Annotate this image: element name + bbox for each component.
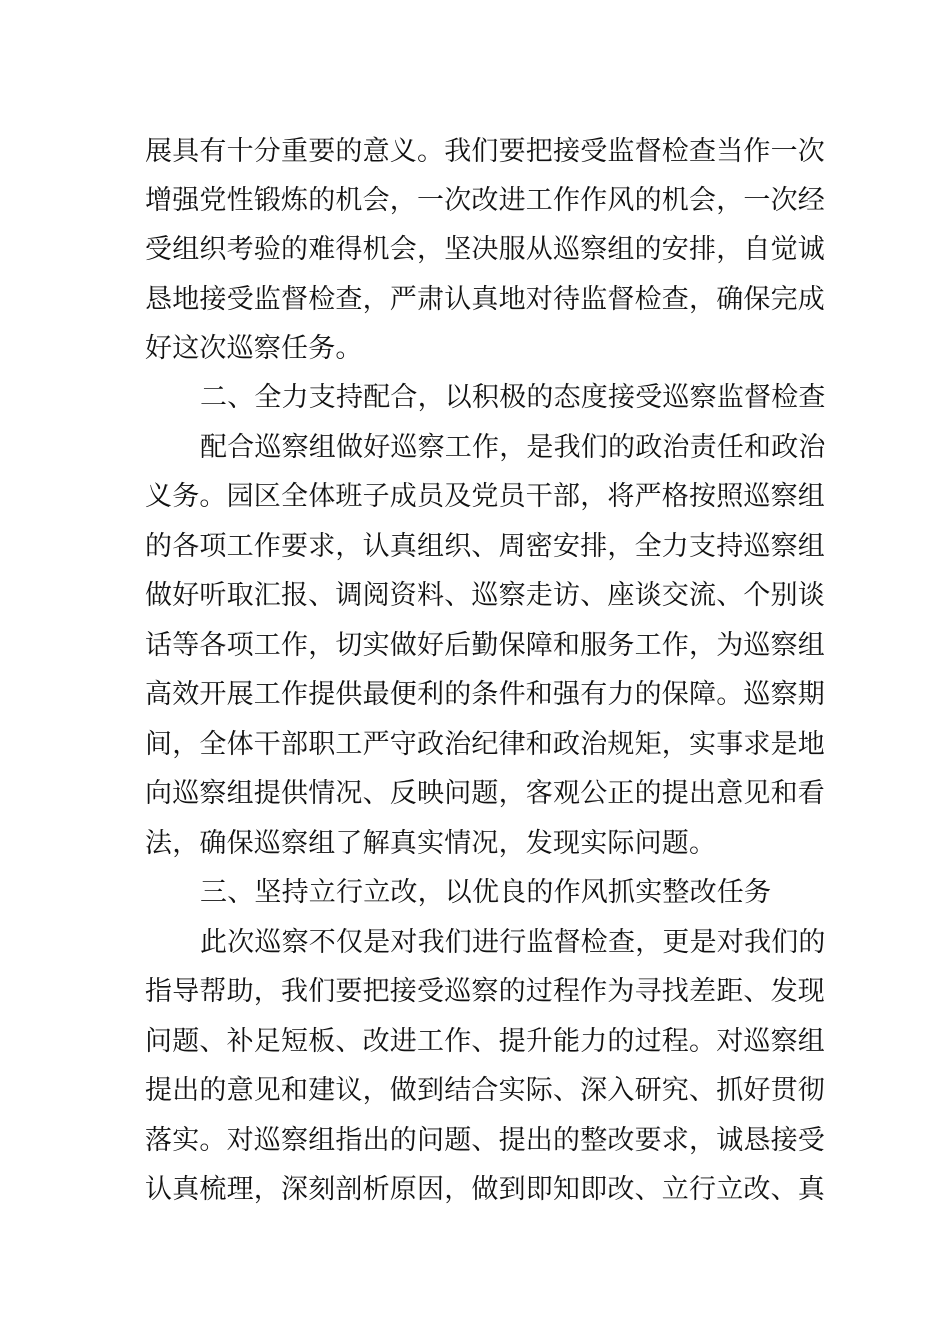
text-line: 展具有十分重要的意义。我们要把接受监督检查当作一次: [145, 136, 825, 167]
text-line: 的各项工作要求，认真组织、周密安排，全力支持巡察组: [145, 531, 825, 562]
text-line: 问题、补足短板、改进工作、提升能力的过程。对巡察组: [145, 1026, 825, 1057]
text-line: 法，确保巡察组了解真实情况，发现实际问题。: [145, 828, 717, 859]
text-line: 恳地接受监督检查，严肃认真地对待监督检查，确保完成: [145, 284, 825, 315]
text-line: 增强党性锻炼的机会，一次改进工作作风的机会，一次经: [145, 185, 825, 216]
paragraph-first-line: 此次巡察不仅是对我们进行监督检查，更是对我们的: [200, 927, 826, 958]
text-line: 指导帮助，我们要把接受巡察的过程作为寻找差距、发现: [145, 976, 825, 1007]
text-line: 做好听取汇报、调阅资料、巡察走访、座谈交流、个别谈: [145, 580, 825, 611]
text-line: 话等各项工作，切实做好后勤保障和服务工作，为巡察组: [145, 630, 825, 661]
text-line: 义务。园区全体班子成员及党员干部，将严格按照巡察组: [145, 481, 825, 512]
text-line: 间，全体干部职工严守政治纪律和政治规矩，实事求是地: [145, 729, 825, 760]
text-line: 高效开展工作提供最便利的条件和强有力的保障。巡察期: [145, 679, 825, 710]
text-line: 提出的意见和建议，做到结合实际、深入研究、抓好贯彻: [145, 1075, 825, 1106]
paragraph-first-line: 配合巡察组做好巡察工作，是我们的政治责任和政治: [200, 432, 826, 463]
text-line: 好这次巡察任务。: [145, 333, 363, 364]
text-line: 认真梳理，深刻剖析原因，做到即知即改、立行立改、真: [145, 1174, 825, 1205]
text-line: 向巡察组提供情况、反映问题，客观公正的提出意见和看: [145, 778, 825, 809]
text-line: 受组织考验的难得机会，坚决服从巡察组的安排，自觉诚: [145, 234, 825, 265]
section-heading: 三、坚持立行立改，以优良的作风抓实整改任务: [200, 877, 772, 908]
section-heading: 二、全力支持配合，以积极的态度接受巡察监督检查: [200, 382, 826, 413]
text-line: 落实。对巡察组指出的问题、提出的整改要求，诚恳接受: [145, 1125, 825, 1156]
